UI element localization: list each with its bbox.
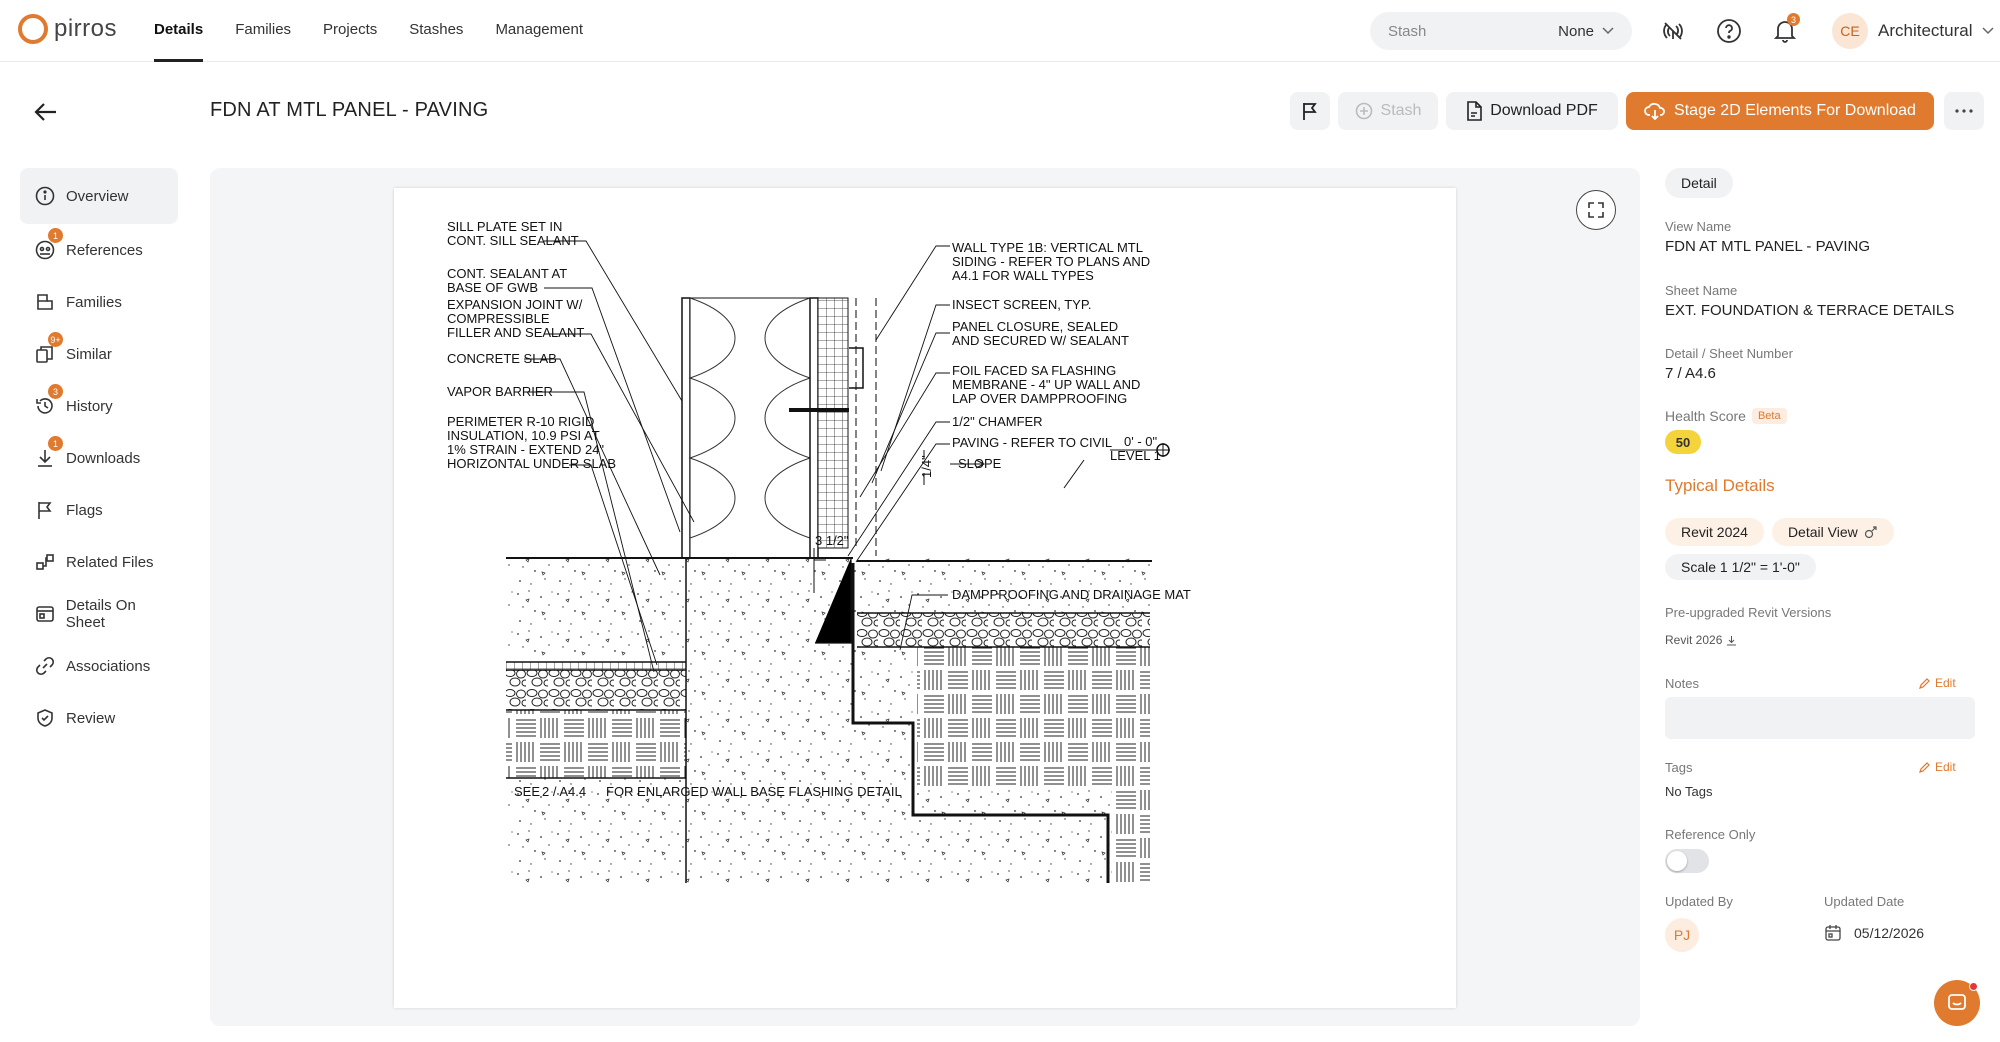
notes-label: Notes bbox=[1665, 676, 1699, 691]
label-lap-dampproofing: LAP OVER DAMPPROOFING bbox=[952, 391, 1128, 406]
drawing-viewer[interactable] bbox=[210, 168, 1640, 1026]
label-wall-types-ref: A4.1 FOR WALL TYPES bbox=[952, 268, 1094, 283]
preupgraded-value: Revit 2026 bbox=[1665, 633, 1723, 647]
svg-text:SILL PLATE SET IN bbox=[447, 219, 562, 234]
stash-select-value: None bbox=[1558, 22, 1594, 40]
label-insulation-psi: INSULATION, 10.9 PSI AT bbox=[447, 428, 600, 443]
svg-text:FOR ENLARGED WALL BASE FLASHIN bbox=[606, 784, 902, 799]
updated-date-label: Updated Date bbox=[1824, 894, 1905, 909]
label-expansion-joint: EXPANSION JOINT W/ bbox=[447, 297, 583, 312]
sidebar-item-label: Downloads bbox=[66, 449, 141, 467]
flag-icon bbox=[34, 499, 56, 521]
top-navigation-bar bbox=[0, 0, 2000, 62]
notes-edit-button[interactable] bbox=[1919, 676, 1956, 690]
sidebar-item-label: Related Files bbox=[66, 553, 154, 571]
pdf-file-icon bbox=[1466, 101, 1482, 121]
label-dampproofing: DAMPPROOFING AND DRAINAGE MAT bbox=[952, 587, 1191, 602]
svg-text:FOIL FACED SA FLASHING bbox=[952, 363, 1116, 378]
label-vapor-barrier: VAPOR BARRIER bbox=[447, 384, 553, 399]
downloads-badge: 1 bbox=[48, 436, 63, 451]
svg-text:FILLER AND SEALANT bbox=[447, 325, 584, 340]
drawing-sheet bbox=[394, 188, 1456, 1008]
svg-text:PANEL CLOSURE, SEALED bbox=[952, 319, 1118, 334]
svg-text:PERIMETER R-10 RIGID bbox=[447, 414, 594, 429]
user-menu[interactable] bbox=[1832, 13, 1994, 49]
svg-text:LEVEL 1 bbox=[1110, 448, 1161, 463]
expand-icon bbox=[1587, 201, 1605, 219]
main-nav bbox=[154, 0, 583, 62]
label-concrete-slab: CONCRETE SLAB bbox=[447, 351, 557, 366]
flag-icon bbox=[1301, 101, 1319, 121]
sidebar-item-label: Similar bbox=[66, 345, 112, 363]
label-insect-screen: INSECT SCREEN, TYP. bbox=[952, 297, 1092, 312]
svg-text:COMPRESSIBLE bbox=[447, 311, 550, 326]
arrow-left-icon bbox=[30, 96, 62, 128]
label-wall-type: WALL TYPE 1B: VERTICAL MTL bbox=[952, 240, 1143, 255]
logo-text: pirros bbox=[54, 15, 118, 42]
label-foil-flashing: FOIL FACED SA FLASHING bbox=[952, 363, 1117, 378]
note-rest: FOR ENLARGED WALL BASE FLASHING DETAIL bbox=[606, 784, 902, 799]
detail-drawing bbox=[394, 188, 1456, 1008]
typical-details-title: Typical Details bbox=[1665, 476, 1775, 495]
detail-number-value: 7 / A4.6 bbox=[1665, 365, 1716, 382]
label-siding-refer: SIDING - REFER TO PLANS AND bbox=[952, 254, 1151, 269]
detail-sidebar bbox=[20, 168, 178, 744]
back-button[interactable] bbox=[30, 96, 62, 128]
similar-badge: 9+ bbox=[48, 332, 63, 347]
updated-by-label: Updated By bbox=[1665, 894, 1733, 909]
updated-by-avatar: PJ bbox=[1665, 918, 1699, 952]
sidebar-item-history[interactable] bbox=[20, 380, 178, 432]
sidebar-item-label: Overview bbox=[66, 187, 129, 205]
note-see: SEE bbox=[514, 784, 541, 799]
svg-text:CONT. SEALANT AT bbox=[447, 266, 567, 281]
svg-text:A4.1 FOR WALL TYPES bbox=[952, 268, 1094, 283]
svg-text:WALL TYPE 1B: VERTICAL MTL bbox=[952, 240, 1143, 255]
cloud-download-icon bbox=[1644, 102, 1666, 120]
svg-text:3 1/2" bbox=[815, 533, 849, 548]
svg-text:2 / A4.4 bbox=[542, 784, 586, 799]
label-strain-extend: 1% STRAIN - EXTEND 24" bbox=[447, 442, 605, 457]
calendar-icon bbox=[1824, 924, 1842, 942]
scale-chip: Scale 1 1/2" = 1'-0" bbox=[1665, 554, 1816, 580]
label-level-elevation: 0' - 0" bbox=[1124, 434, 1158, 449]
sidebar-item-related-files[interactable] bbox=[20, 536, 178, 588]
label-paving: PAVING - REFER TO CIVIL bbox=[952, 435, 1113, 450]
tags-edit-label: Edit bbox=[1935, 760, 1956, 774]
revit-version-chip: Revit 2024 bbox=[1665, 518, 1764, 546]
plus-circle-icon bbox=[1355, 102, 1373, 120]
svg-text:SIDING - REFER TO PLANS AND bbox=[952, 254, 1150, 269]
tags-value: No Tags bbox=[1665, 784, 1713, 799]
sheet-icon bbox=[34, 603, 56, 625]
label-sill-plate: SILL PLATE SET IN bbox=[447, 219, 563, 234]
pirros-logo[interactable] bbox=[18, 14, 117, 44]
chevron-down-icon bbox=[1602, 27, 1614, 35]
svg-text:0' - 0" bbox=[1124, 434, 1157, 449]
svg-text:VAPOR BARRIER bbox=[447, 384, 553, 399]
label-membrane-up: MEMBRANE - 4" UP WALL AND bbox=[952, 377, 1141, 392]
flag-button[interactable] bbox=[1290, 92, 1330, 130]
nav-management[interactable]: Management bbox=[495, 21, 583, 38]
more-horizontal-icon bbox=[1955, 109, 1973, 113]
tags-edit-button[interactable] bbox=[1919, 760, 1956, 774]
label-compressible: COMPRESSIBLE bbox=[447, 311, 550, 326]
stash-select-placeholder: Stash bbox=[1388, 22, 1427, 40]
sheet-name-value: EXT. FOUNDATION & TERRACE DETAILS bbox=[1665, 302, 1955, 319]
label-dim-quarter: 1/4" bbox=[919, 455, 934, 478]
sidebar-item-details-on-sheet[interactable] bbox=[20, 588, 178, 640]
sidebar-item-label: References bbox=[66, 241, 143, 259]
families-icon bbox=[34, 291, 56, 313]
chat-icon bbox=[1946, 992, 1968, 1014]
updated-date-value: 05/12/2026 bbox=[1854, 925, 1925, 941]
help-icon[interactable] bbox=[1714, 16, 1744, 46]
preupgraded-label: Pre-upgraded Revit Versions bbox=[1665, 605, 1832, 620]
sidebar-item-associations[interactable] bbox=[20, 640, 178, 692]
pencil-icon bbox=[1919, 677, 1931, 689]
reference-only-label: Reference Only bbox=[1665, 827, 1756, 842]
sidebar-item-flags[interactable] bbox=[20, 484, 178, 536]
page-title: FDN AT MTL PANEL - PAVING bbox=[210, 99, 489, 121]
svg-text:SLOPE bbox=[958, 456, 1002, 471]
preupgraded-version-link[interactable] bbox=[1665, 633, 1737, 647]
sidebar-item-similar[interactable] bbox=[20, 328, 178, 380]
chat-support-button[interactable] bbox=[1934, 980, 1980, 1026]
references-badge: 1 bbox=[48, 228, 63, 243]
stage-2d-elements-button[interactable] bbox=[1626, 92, 1934, 130]
nav-stashes[interactable]: Stashes bbox=[409, 21, 464, 38]
pencil-icon bbox=[1919, 761, 1931, 773]
nav-families[interactable]: Families bbox=[235, 21, 292, 38]
svg-text:AND SECURED W/ SEALANT bbox=[952, 333, 1129, 348]
info-icon bbox=[34, 185, 56, 207]
notes-field[interactable] bbox=[1665, 697, 1975, 739]
bell-icon[interactable] bbox=[1770, 16, 1800, 46]
svg-text:DAMPPROOFING AND DRAINAGE MAT bbox=[952, 587, 1191, 602]
sidebar-item-label: Details On Sheet bbox=[65, 597, 136, 631]
user-name: Architectural bbox=[1878, 21, 1973, 40]
svg-text:1/2" CHAMFER bbox=[952, 414, 1043, 429]
nav-projects[interactable]: Projects bbox=[323, 21, 378, 38]
review-icon bbox=[34, 707, 56, 729]
download-pdf-button[interactable] bbox=[1446, 92, 1618, 130]
tags-label: Tags bbox=[1665, 760, 1693, 775]
label-panel-closure: PANEL CLOSURE, SEALED bbox=[952, 319, 1119, 334]
detail-info-panel bbox=[1665, 168, 1975, 943]
beta-badge: Beta bbox=[1752, 408, 1787, 424]
sidebar-item-label: History bbox=[66, 397, 113, 415]
sidebar-item-label: Flags bbox=[66, 501, 103, 519]
user-avatar: CE bbox=[1832, 13, 1868, 49]
svg-text:INSECT SCREEN, TYP. bbox=[952, 297, 1091, 312]
svg-text:SEE bbox=[514, 784, 540, 799]
label-base-gwb: BASE OF GWB bbox=[447, 280, 539, 295]
detail-number-label: Detail / Sheet Number bbox=[1665, 346, 1793, 361]
note-ref: 2 / A4.4 bbox=[542, 784, 587, 799]
health-score-label: Health Score bbox=[1665, 408, 1746, 424]
view-name-label: View Name bbox=[1665, 219, 1732, 234]
view-type-chip-label: Detail View bbox=[1787, 524, 1858, 540]
sidebar-item-downloads[interactable] bbox=[20, 432, 178, 484]
view-name-value: FDN AT MTL PANEL - PAVING bbox=[1665, 238, 1871, 255]
label-chamfer: 1/2" CHAMFER bbox=[952, 414, 1043, 429]
label-slope: SLOPE bbox=[958, 456, 1002, 471]
svg-text:CONCRETE SLAB bbox=[447, 351, 557, 366]
health-score-badge: 50 bbox=[1665, 430, 1701, 454]
svg-text:EXPANSION JOINT W/ bbox=[447, 297, 583, 312]
chat-unread-dot bbox=[1969, 982, 1978, 991]
svg-text:1% STRAIN - EXTEND 24" bbox=[447, 442, 604, 457]
link-icon bbox=[34, 655, 56, 677]
notification-count-badge: 3 bbox=[1787, 13, 1800, 26]
sidebar-item-label: Review bbox=[66, 709, 116, 727]
label-cont-sealant: CONT. SEALANT AT bbox=[447, 266, 568, 281]
svg-text:LAP OVER DAMPPROOFING bbox=[952, 391, 1127, 406]
history-badge: 3 bbox=[48, 384, 63, 399]
svg-text:BASE OF GWB bbox=[447, 280, 538, 295]
sidebar-item-families[interactable] bbox=[20, 276, 178, 328]
label-level-name: LEVEL 1 bbox=[1110, 448, 1161, 463]
svg-text:CONT. SILL SEALANT bbox=[447, 233, 579, 248]
label-sill-sealant: CONT. SILL SEALANT bbox=[447, 233, 579, 248]
label-perimeter-insulation: PERIMETER R-10 RIGID bbox=[447, 414, 595, 429]
svg-text:PAVING - REFER TO CIVIL bbox=[952, 435, 1112, 450]
sidebar-item-references[interactable] bbox=[20, 224, 178, 276]
nav-details[interactable]: Details bbox=[154, 0, 203, 62]
reference-only-toggle[interactable] bbox=[1665, 849, 1709, 873]
logo-ring-icon bbox=[18, 14, 48, 44]
download-small-icon bbox=[1726, 635, 1737, 646]
type-chip: Detail bbox=[1665, 168, 1733, 198]
related-files-icon bbox=[34, 551, 56, 573]
link-out-icon bbox=[1864, 525, 1878, 539]
stash-button[interactable] bbox=[1338, 92, 1438, 130]
stash-select[interactable] bbox=[1370, 12, 1632, 50]
stash-button-label: Stash bbox=[1380, 102, 1422, 119]
label-horizontal-under-slab: HORIZONTAL UNDER SLAB bbox=[447, 456, 617, 471]
label-filler-sealant: FILLER AND SEALANT bbox=[447, 325, 585, 340]
svg-text:HORIZONTAL UNDER SLAB bbox=[447, 456, 616, 471]
sidebar-item-overview[interactable] bbox=[20, 168, 178, 224]
chevron-down-icon bbox=[1982, 27, 1994, 35]
sidebar-item-label: Families bbox=[66, 293, 122, 311]
sidebar-item-label: Associations bbox=[66, 657, 151, 675]
view-type-chip bbox=[1772, 518, 1894, 546]
label-sealant-secured: AND SECURED W/ SEALANT bbox=[952, 333, 1129, 348]
more-options-button[interactable] bbox=[1944, 92, 1984, 130]
label-dim-depth: 3 1/2" bbox=[815, 533, 849, 548]
fullscreen-button[interactable] bbox=[1576, 190, 1616, 230]
sidebar-item-review[interactable] bbox=[20, 692, 178, 744]
download-pdf-label: Download PDF bbox=[1490, 102, 1598, 119]
signal-off-icon[interactable] bbox=[1658, 16, 1688, 46]
svg-text:MEMBRANE - 4" UP WALL AND bbox=[952, 377, 1140, 392]
notes-edit-label: Edit bbox=[1935, 676, 1956, 690]
svg-text:1/4" bbox=[919, 455, 934, 478]
svg-text:INSULATION, 10.9 PSI AT bbox=[447, 428, 600, 443]
sheet-name-label: Sheet Name bbox=[1665, 283, 1738, 298]
stage-button-label: Stage 2D Elements For Download bbox=[1674, 102, 1916, 119]
